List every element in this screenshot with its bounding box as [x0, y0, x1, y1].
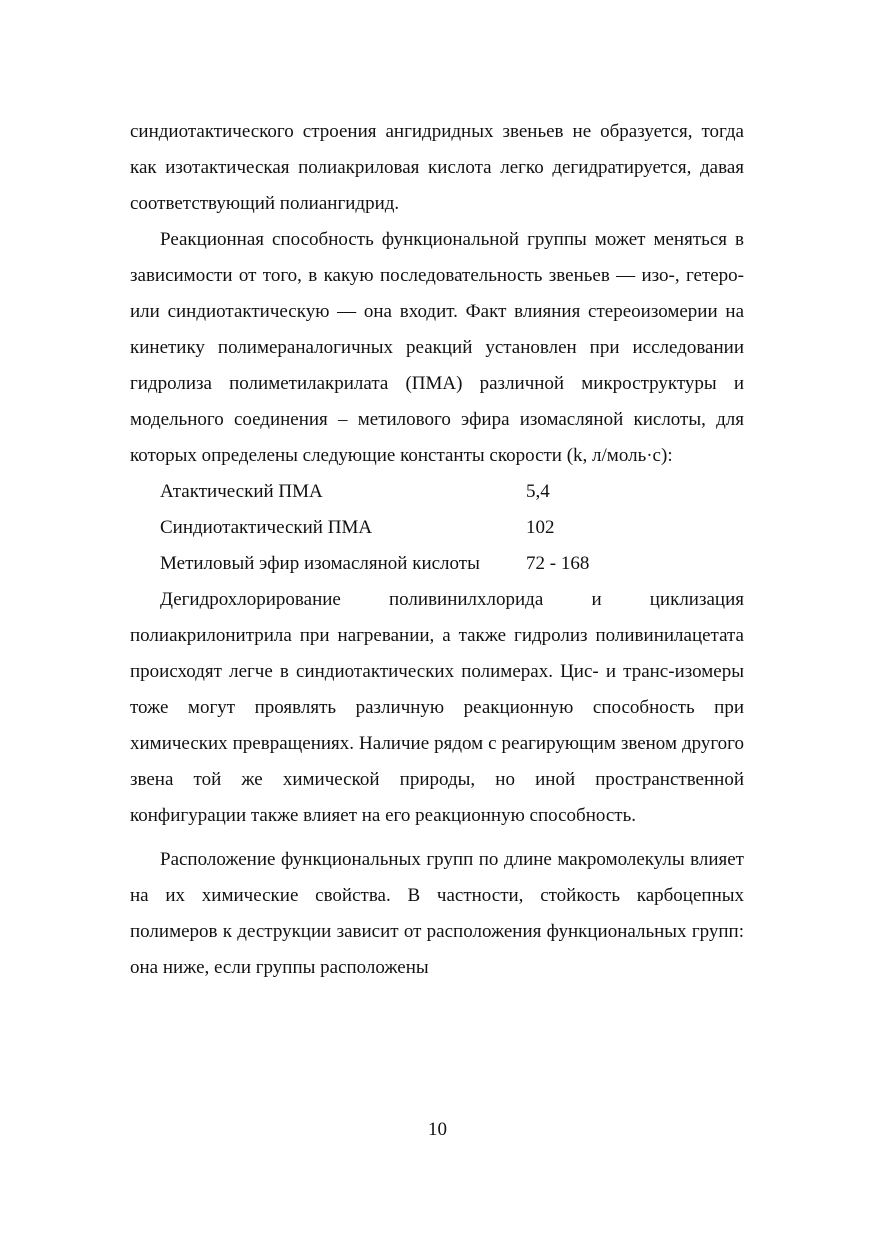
rate-constants-list — [130, 474, 744, 582]
page-body — [130, 114, 744, 986]
paragraph-reactivity: Реакционная способность функциональной группы может меняться в зависимости от того, в какую последовательность звеньев — изо-, гетеро- или синдиотактическую — она входит. Факт влияния стереоизомерии на кинетику полимераналогичных реакций установлен при исследовании гидролиза полиметилакрилата (ПМА) различной микроструктуры и модельного соединения – метилового эфира изомасляной кислоты, для которых определены следующие константы скорости (k, л/моль·с): — [130, 229, 744, 466]
rate-value: 5,4 — [526, 481, 550, 502]
rate-row-atactic — [130, 474, 744, 510]
paragraph-functional-groups: Расположение функциональных групп по длине макромолекулы влияет на их химические свойства. В частности, стойкость карбоцепных полимеров к деструкции зависит от расположения функциональных групп: она ниже, если группы расположены — [130, 849, 744, 978]
rate-substance: Атактический ПМА — [160, 481, 323, 502]
rate-row-syndiotactic — [130, 510, 744, 546]
rate-row-methyl-ester — [130, 546, 744, 582]
rate-value: 72 - 168 — [526, 553, 590, 574]
rate-substance: Метиловый эфир изомасляной кислоты — [160, 553, 480, 574]
paragraph-continuation: синдиотактического строения ангидридных звеньев не образуется, тогда как изотактическая полиакриловая кислота легко дегидратируется, давая соответствующий полиангидрид. — [130, 121, 744, 214]
paragraph-dehydrochlorination: Дегидрохлорирование поливинилхлорида и циклизация полиакрилонитрила при нагревании, а также гидролиз поливинилацетата происходят легче в синдиотактических полимерах. Цис- и транс-изомеры тоже могут проявлять различную реакционную способность при химических превращениях. Наличие рядом с реагирующим звеном другого звена той же химической природы, но иной пространственной конфигурации также влияет на его реакционную способность. — [130, 589, 744, 826]
rate-substance: Синдиотактический ПМА — [160, 517, 373, 538]
page-number: 10 — [428, 1119, 447, 1140]
rate-value: 102 — [526, 517, 555, 538]
